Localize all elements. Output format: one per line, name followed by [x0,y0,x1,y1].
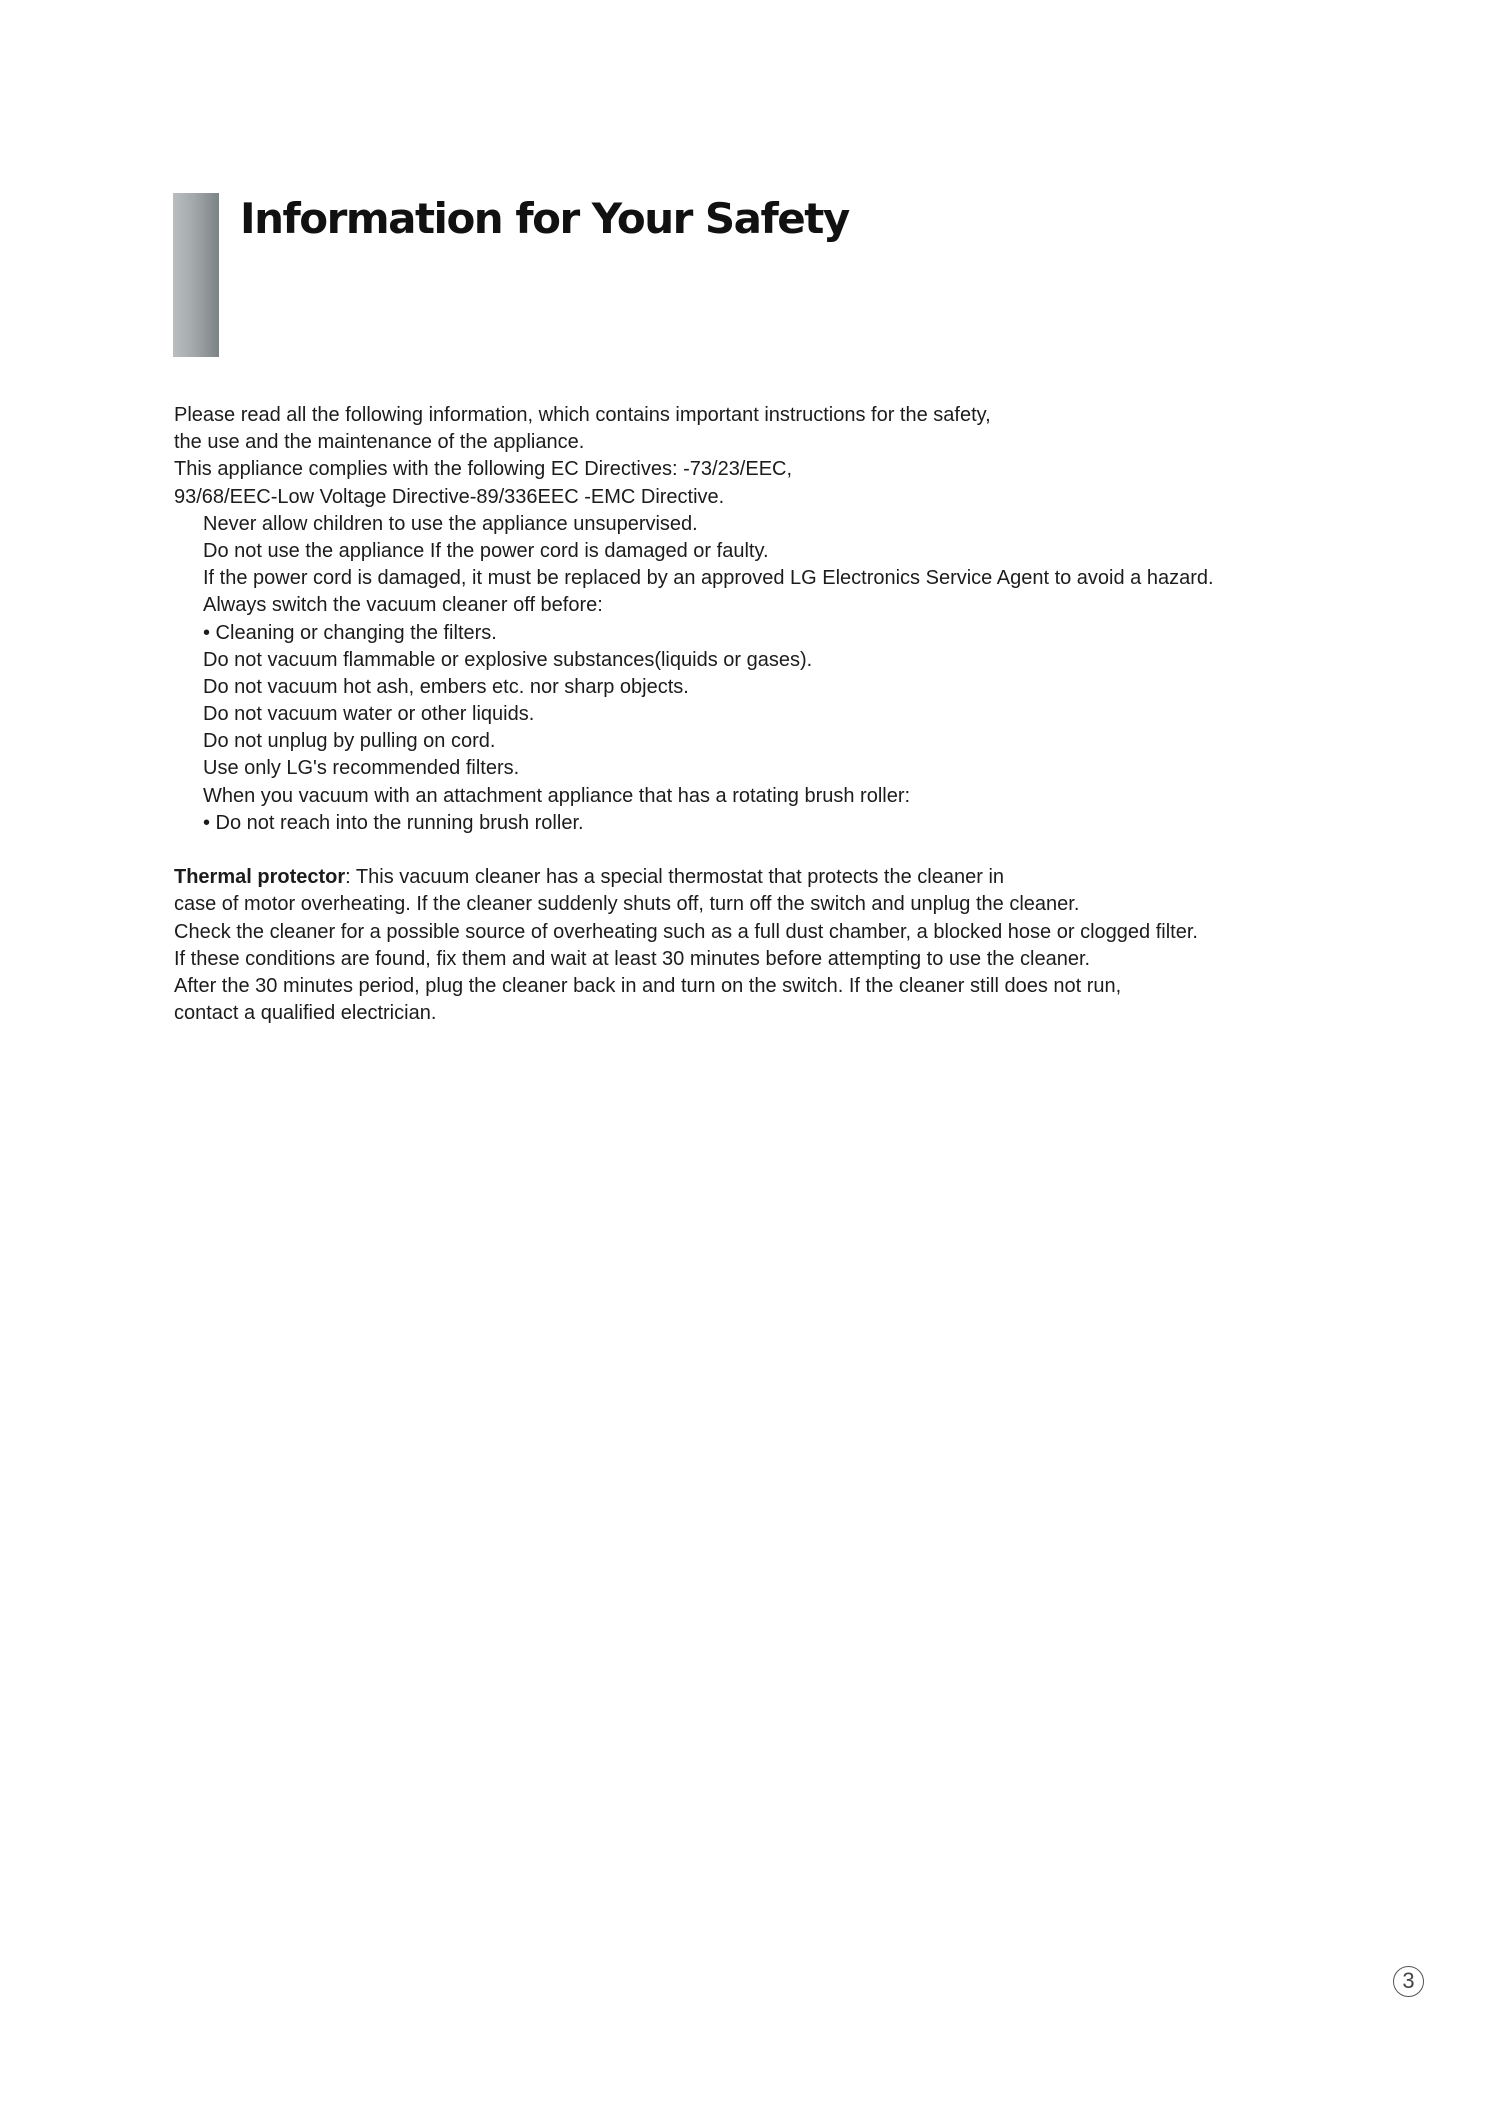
intro-line: the use and the maintenance of the appliance. [174,431,585,454]
instruction-item: Do not use the appliance If the power cord is damaged or faulty. [203,539,769,562]
instruction-item: Do not vacuum flammable or explosive substances(liquids or gases). [203,648,813,671]
instruction-item: When you vacuum with an attachment appliance that has a rotating brush roller: [203,784,911,807]
thermal-protector-label: Thermal protector [174,866,346,889]
page-number: 3 [1393,1966,1424,1997]
title-accent-bar [173,193,219,357]
instruction-item: Always switch the vacuum cleaner off before: [203,594,603,617]
instruction-item: If the power cord is damaged, it must be replaced by an approved LG Electronics Service Agent to avoid a hazard. [203,567,1214,590]
thermal-line: After the 30 minutes period, plug the cleaner back in and turn on the switch. If the cleaner still does not run, [174,974,1122,997]
thermal-first-line-text: : This vacuum cleaner has a special thermostat that protects the cleaner in [345,866,1005,889]
instruction-item: • Do not reach into the running brush roller. [203,811,584,834]
page-title: Information for Your Safety [240,194,849,243]
intro-paragraph [174,402,1354,511]
thermal-protector-paragraph [174,864,1354,1027]
instruction-list [174,511,1354,837]
instruction-item: Do not vacuum hot ash, embers etc. nor sharp objects. [203,675,689,698]
instruction-item: Never allow children to use the appliance unsupervised. [203,512,698,535]
intro-line: 93/68/EEC-Low Voltage Directive-89/336EEC -EMC Directive. [174,485,725,508]
thermal-first-line [174,864,1354,891]
thermal-line: If these conditions are found, fix them and wait at least 30 minutes before attempting to use the cleaner. [174,947,1091,970]
thermal-line: Check the cleaner for a possible source of overheating such as a full dust chamber, a blocked hose or clogged filter. [174,920,1198,943]
intro-line: This appliance complies with the following EC Directives: -73/23/EEC, [174,458,793,481]
instruction-item: Do not unplug by pulling on cord. [203,730,496,753]
thermal-line: contact a qualified electrician. [174,1002,437,1025]
instruction-item: • Cleaning or changing the filters. [203,621,497,644]
safety-text [174,402,1354,1027]
instruction-item: Use only LG's recommended filters. [203,757,520,780]
thermal-line: case of motor overheating. If the cleaner suddenly shuts off, turn off the switch and unplug the cleaner. [174,893,1080,916]
intro-line: Please read all the following information, which contains important instructions for the safety, [174,404,991,426]
instruction-item: Do not vacuum water or other liquids. [203,703,535,726]
paragraph-gap [174,837,1354,864]
